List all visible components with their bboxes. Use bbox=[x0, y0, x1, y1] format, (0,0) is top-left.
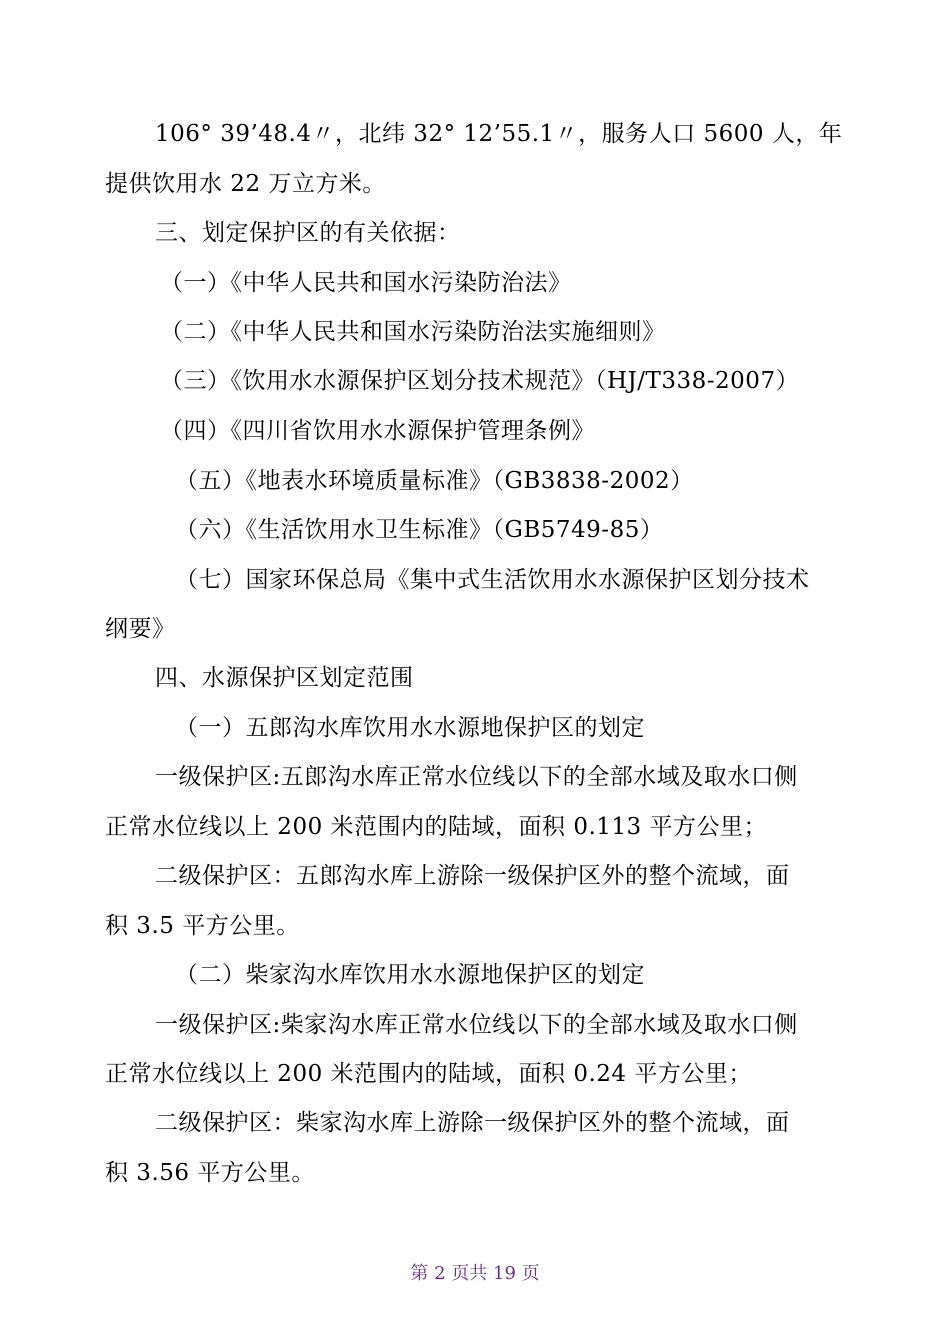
subsection-heading-2: （二）柴家沟水库饮用水水源地保护区的划定 bbox=[175, 962, 645, 988]
text-line-22: 积 3.56 平方公里。 bbox=[105, 1160, 315, 1186]
text-line-21: 二级保护区：柴家沟水库上游除一级保护区外的整个流域，面 bbox=[155, 1110, 790, 1136]
section-heading-4: 四、水源保护区划定范围 bbox=[155, 665, 414, 691]
page-number-footer: 第 2 页共 19 页 bbox=[410, 1263, 540, 1284]
basis-item-6: （六）《生活饮用水卫生标准》（GB5749-85） bbox=[175, 517, 664, 543]
text-line-14: 一级保护区:五郎沟水库正常水位线以下的全部水域及取水口侧 bbox=[155, 764, 798, 790]
text-line-20: 正常水位线以上 200 米范围内的陆域，面积 0.24 平方公里； bbox=[105, 1061, 752, 1087]
text-line-1: 106° 39’48.4〃，北纬 32° 12’55.1〃，服务人口 5600 人，年 bbox=[155, 121, 843, 147]
basis-item-4: （四）《四川省饮用水水源保护管理条例》 bbox=[160, 418, 595, 444]
subsection-heading-1: （一）五郎沟水库饮用水水源地保护区的划定 bbox=[175, 715, 645, 741]
basis-item-3: （三）《饮用水水源保护区划分技术规范》（HJ/T338-2007） bbox=[160, 368, 800, 394]
text-line-2: 提供饮用水 22 万立方米。 bbox=[105, 171, 386, 197]
section-heading-3: 三、划定保护区的有关依据： bbox=[155, 220, 461, 246]
text-line-17: 积 3.5 平方公里。 bbox=[105, 913, 300, 939]
basis-item-7: （七）国家环保总局《集中式生活饮用水水源保护区划分技术 bbox=[175, 567, 810, 593]
basis-item-5: （五）《地表水环境质量标准》（GB3838-2002） bbox=[175, 468, 694, 494]
text-line-16: 二级保护区：五郎沟水库上游除一级保护区外的整个流域，面 bbox=[155, 863, 790, 889]
text-line-19: 一级保护区:柴家沟水库正常水位线以下的全部水域及取水口侧 bbox=[155, 1012, 798, 1038]
basis-item-2: （二）《中华人民共和国水污染防治法实施细则》 bbox=[160, 319, 666, 345]
text-line-15: 正常水位线以上 200 米范围内的陆域，面积 0.113 平方公里； bbox=[105, 814, 767, 840]
basis-item-1: （一）《中华人民共和国水污染防治法》 bbox=[160, 270, 572, 296]
basis-item-7-cont: 纲要》 bbox=[105, 616, 176, 642]
